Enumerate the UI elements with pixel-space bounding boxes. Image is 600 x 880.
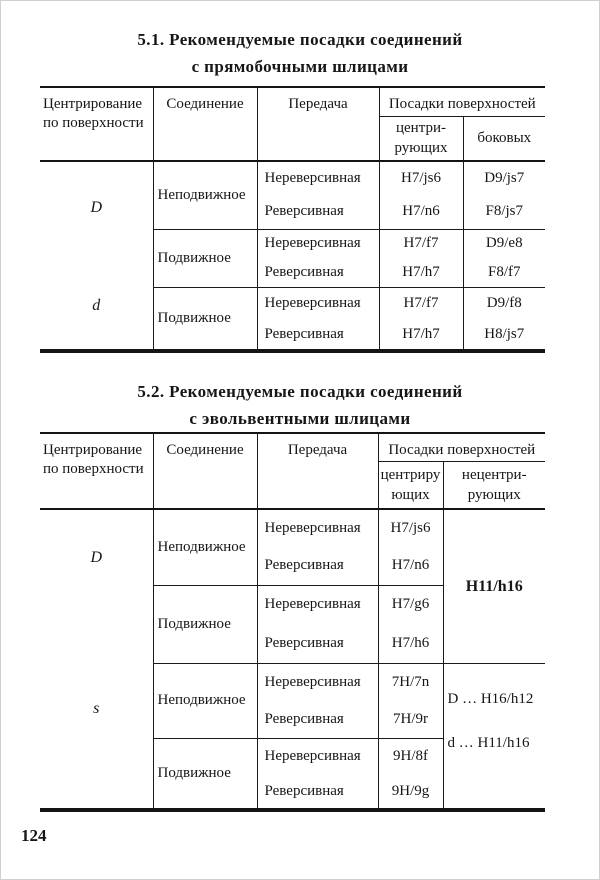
side-fit-value: D9/js7: [463, 161, 545, 195]
transmission-type: Нереверсивная: [257, 509, 378, 547]
noncentering-fit-value: H11/h16: [443, 509, 545, 663]
side-fit-value: F8/f7: [463, 258, 545, 287]
noncentering-fit-value: D … H16/h12 d … H11/h16: [443, 663, 545, 810]
straight-spline-fits-table: [40, 86, 545, 353]
header-fit-surfaces: Посадки поверхностей: [379, 87, 545, 116]
mobility-label: Подвижное: [153, 229, 257, 287]
centering-fit-value: H7/f7: [379, 229, 463, 258]
table1-title: [0, 0, 600, 80]
header-fit-noncentering: нецентри- рующих: [443, 461, 545, 509]
centering-fit-value: H7/h7: [379, 319, 463, 351]
centering-fit-value: H7/h7: [379, 258, 463, 287]
surface-label: d: [92, 297, 101, 314]
mobility-label: Подвижное: [153, 585, 257, 663]
header-centering-surface: Центрирование по поверхности: [40, 87, 153, 161]
header-connection: Соединение: [153, 433, 257, 509]
surface-label: D: [90, 199, 103, 216]
title-line: 5.1. Рекомендуемые посадки соединений: [137, 30, 463, 49]
centering-fit-value: H7/n6: [378, 547, 443, 585]
side-fit-value: D9/e8: [463, 229, 545, 258]
centering-fit-value: 9H/9g: [378, 774, 443, 810]
transmission-type: Нереверсивная: [257, 229, 379, 258]
centering-fit-value: H7/n6: [379, 195, 463, 229]
page-number: 124: [21, 826, 47, 845]
mobility-label: Подвижное: [153, 287, 257, 351]
transmission-type: Реверсивная: [257, 547, 378, 585]
side-fit-value: F8/js7: [463, 195, 545, 229]
surface-label: s: [93, 700, 100, 717]
title-line: с эвольвентными шлицами: [189, 409, 411, 428]
mobility-label: Неподвижное: [153, 161, 257, 229]
transmission-type: Нереверсивная: [257, 663, 378, 701]
table2-title: [0, 353, 600, 432]
transmission-type: Нереверсивная: [257, 585, 378, 624]
header-fit-centering: центри- рующих: [379, 116, 463, 161]
surface-label: D: [90, 549, 103, 566]
transmission-type: Реверсивная: [257, 319, 379, 351]
centering-fit-value: H7/g6: [378, 585, 443, 624]
transmission-type: Нереверсивная: [257, 161, 379, 195]
header-fit-surfaces: Посадки поверхностей: [378, 433, 545, 461]
transmission-type: Реверсивная: [257, 195, 379, 229]
mobility-label: Неподвижное: [153, 509, 257, 585]
centering-fit-value: H7/h6: [378, 624, 443, 663]
transmission-type: Реверсивная: [257, 258, 379, 287]
involute-spline-fits-table: [40, 432, 545, 812]
centering-fit-value: H7/f7: [379, 287, 463, 319]
centering-fit-value: 7H/7n: [378, 663, 443, 701]
title-line: 5.2. Рекомендуемые посадки соединений: [137, 382, 463, 401]
transmission-type: Реверсивная: [257, 774, 378, 810]
header-transmission: Передача: [257, 433, 378, 509]
centering-fit-value: 7H/9r: [378, 701, 443, 738]
transmission-type: Реверсивная: [257, 701, 378, 738]
transmission-type: Нереверсивная: [257, 287, 379, 319]
transmission-type: Реверсивная: [257, 624, 378, 663]
side-fit-value: H8/js7: [463, 319, 545, 351]
header-connection: Соединение: [153, 87, 257, 161]
header-transmission: Передача: [257, 87, 379, 161]
centering-fit-value: H7/js6: [378, 509, 443, 547]
header-fit-centering: центриру ющих: [378, 461, 443, 509]
side-fit-value: D9/f8: [463, 287, 545, 319]
centering-fit-value: 9H/8f: [378, 738, 443, 774]
title-line: с прямобочными шлицами: [191, 57, 409, 76]
header-fit-side: боковых: [463, 116, 545, 161]
header-centering-surface: Центрирование по поверхности: [40, 433, 153, 509]
transmission-type: Нереверсивная: [257, 738, 378, 774]
mobility-label: Подвижное: [153, 738, 257, 810]
mobility-label: Неподвижное: [153, 663, 257, 738]
centering-fit-value: H7/js6: [379, 161, 463, 195]
